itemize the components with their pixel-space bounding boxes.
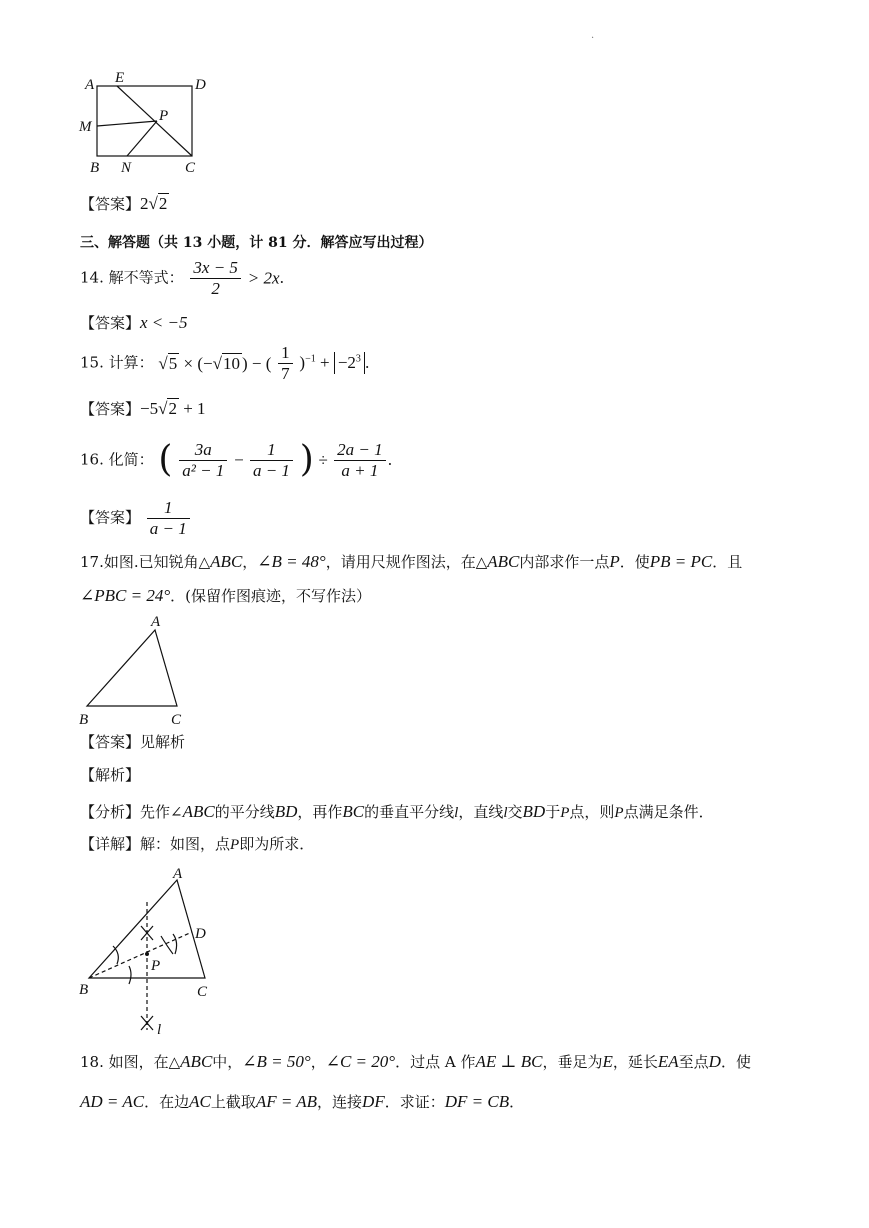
- construction-figure: [75, 862, 225, 1037]
- page-dot: .: [591, 30, 595, 41]
- label-b: B: [90, 160, 100, 176]
- q13-answer: 【答案】2√2: [80, 194, 168, 213]
- triangle-abc: [89, 880, 205, 978]
- label-c: C: [197, 984, 208, 1000]
- q17-solution: 【详解】解：如图，点P即为所求．: [80, 835, 315, 853]
- label-p: P: [159, 108, 169, 124]
- label-l: l: [157, 1022, 162, 1037]
- label-d: D: [195, 77, 206, 93]
- triangle-figure: [75, 610, 195, 730]
- label-n: N: [121, 160, 132, 176]
- q17-answer: 【答案】见解析: [80, 733, 186, 751]
- label-e: E: [115, 70, 125, 86]
- q15-answer: 【答案】−5√2 + 1: [80, 399, 206, 418]
- q17-analysis-tag: 【解析】: [80, 766, 141, 784]
- q15-question: 15. 计算： √5 × (−√10 ) − ( $\frac{1}{7}$ )$^{-1} + -2^3$ ．: [80, 343, 380, 383]
- label-b: B: [79, 982, 89, 998]
- rect-abcd: [97, 86, 192, 156]
- q17-analysis: 【分析】先作∠ABC的平分线BD，再作BC的垂直平分线l，直线l交BD于P点，则P点满足条件．: [80, 802, 714, 821]
- q18-line2: AD = AC．在边AC上截取AF = AB，连接DF．求证：DF = CB．: [80, 1092, 525, 1111]
- segment-mp: [97, 121, 157, 126]
- q16-answer: 【答案】 $\frac{1}{a - 1}$: [80, 498, 192, 538]
- q14-question: 14. 解不等式： $\frac{3x - 5}{2}$ > 2x．: [80, 258, 295, 298]
- q18-line1: 18. 如图，在△ABC中，∠B = 50°，∠C = 20°．过点 A 作AE ⊥ BC，垂足为E，延长EA至点D．使: [80, 1052, 751, 1071]
- label-c: C: [171, 712, 182, 728]
- label-m: M: [79, 119, 92, 135]
- segment-np: [127, 121, 157, 156]
- label-a: A: [173, 866, 183, 882]
- arc-2: [129, 966, 131, 984]
- label-a: A: [85, 77, 95, 93]
- label-p: P: [151, 958, 161, 974]
- arc-4: [173, 934, 177, 954]
- q17-line2: ∠PBC = 24°．(保留作图痕迹，不写作法）: [80, 586, 371, 605]
- rectangle-figure: [75, 68, 215, 180]
- q17-line1: 17.如图.已知锐角△ABC，∠B = 48°，请用尺规作图法，在△ABC内部求作一点P．使PB = PC．且: [80, 552, 743, 571]
- label-b: B: [79, 712, 89, 728]
- bisector-bd: [89, 932, 192, 978]
- label-d: D: [195, 926, 206, 942]
- point-p: [145, 952, 149, 956]
- triangle-abc: [87, 630, 177, 706]
- q14-answer: 【答案】x < −5: [80, 313, 188, 332]
- label-c: C: [185, 160, 196, 176]
- q16-question: 16. 化简： ( $\frac{3a}{\text{a² − 1}}$ − $\frac{1}{a - 1}$ ) ÷ $\frac{2a - 1}{a + 1}$ ．: [80, 439, 403, 481]
- label-a: A: [151, 614, 161, 630]
- arc-1: [113, 946, 118, 964]
- section-3-heading: 三、解答题（共 13 小题，计 81 分．解答应写出过程）: [80, 235, 433, 251]
